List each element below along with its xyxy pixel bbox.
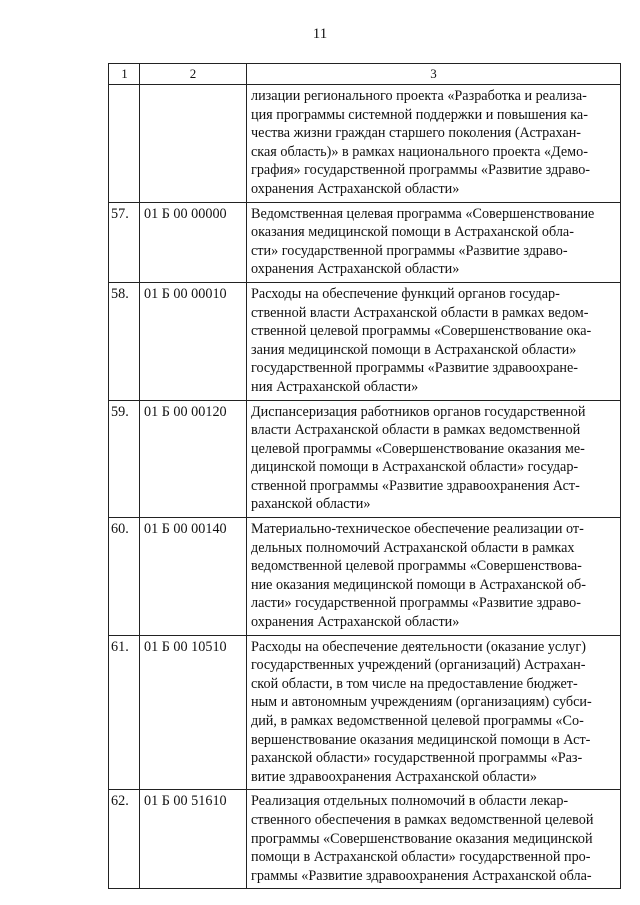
row-number: 57. [109, 202, 140, 282]
row-number: 60. [109, 518, 140, 636]
table-header-row [109, 64, 621, 85]
table-row [109, 202, 621, 282]
row-code [140, 85, 247, 203]
row-number: 61. [109, 635, 140, 790]
page-number: 11 [312, 26, 328, 42]
table-row [109, 635, 621, 790]
row-code: 01 Б 00 51610 [140, 790, 247, 889]
row-number: 59. [109, 400, 140, 518]
table-row [109, 400, 621, 518]
row-description: Реализация отдельных полномочий в области лекар- ственного обеспечения в рамках ведомственной целевой программы «Совершенствование оказания медицинской помощи в Астраханской области» государственной про- граммы «Развитие здравоохранения Астраханской обла- [247, 790, 621, 889]
table-row [109, 518, 621, 636]
row-code: 01 Б 00 00010 [140, 282, 247, 400]
row-number: 58. [109, 282, 140, 400]
row-description: Ведомственная целевая программа «Совершенствование оказания медицинской помощи в Астраханской обла- сти» государственной программы «Развитие здраво- охранения Астраханской области» [247, 202, 621, 282]
row-code: 01 Б 00 10510 [140, 635, 247, 790]
row-code: 01 Б 00 00120 [140, 400, 247, 518]
row-number: 62. [109, 790, 140, 889]
row-description: лизации регионального проекта «Разработка и реализа- ция программы системной поддержки и повышения ка- чества жизни граждан старшего поколения (Астрахан- ская область)» в рамках национального проекта «Демо- графия» государственной программы «Развитие здраво- охранения Астраханской области» [247, 85, 621, 203]
column-header-1: 1 [109, 64, 140, 85]
row-description: Материально-техническое обеспечение реализации от- дельных полномочий Астраханской области в рамках ведомственной целевой программы «Совершенствова- ние оказания медицинской помощи в Астраханской об- ласти» государственной программы «Развитие здраво- охранения Астраханской области» [247, 518, 621, 636]
column-header-3: 3 [247, 64, 621, 85]
row-number [109, 85, 140, 203]
row-description: Расходы на обеспечение деятельности (оказание услуг) государственных учреждений (организаций) Астрахан- ской области, в том числе на предоставление бюджет- ным и автономным учреждениям (организациям) субси- дий, в рамках ведомственной целевой программы «Со- вершенствование оказания медицинской помощи в Аст- раханской области» государственной программы «Раз- витие здравоохранения Астраханской области» [247, 635, 621, 790]
budget-classification-table [108, 63, 621, 889]
row-code: 01 Б 00 00000 [140, 202, 247, 282]
row-code: 01 Б 00 00140 [140, 518, 247, 636]
table-row [109, 790, 621, 889]
row-description: Расходы на обеспечение функций органов государ- ственной власти Астраханской области в рамках ведом- ственной целевой программы «Совершенствование ока- зания медицинской помощи в Астраханской области» государственной программы «Развитие здравоохране- ния Астраханской области» [247, 282, 621, 400]
table-row [109, 282, 621, 400]
table-row [109, 85, 621, 203]
row-description: Диспансеризация работников органов государственной власти Астраханской области в рамках ведомственной целевой программы «Совершенствование оказания ме- дицинской помощи в Астраханской области» государ- ственной программы «Развитие здравоохранения Аст- раханской области» [247, 400, 621, 518]
column-header-2: 2 [140, 64, 247, 85]
